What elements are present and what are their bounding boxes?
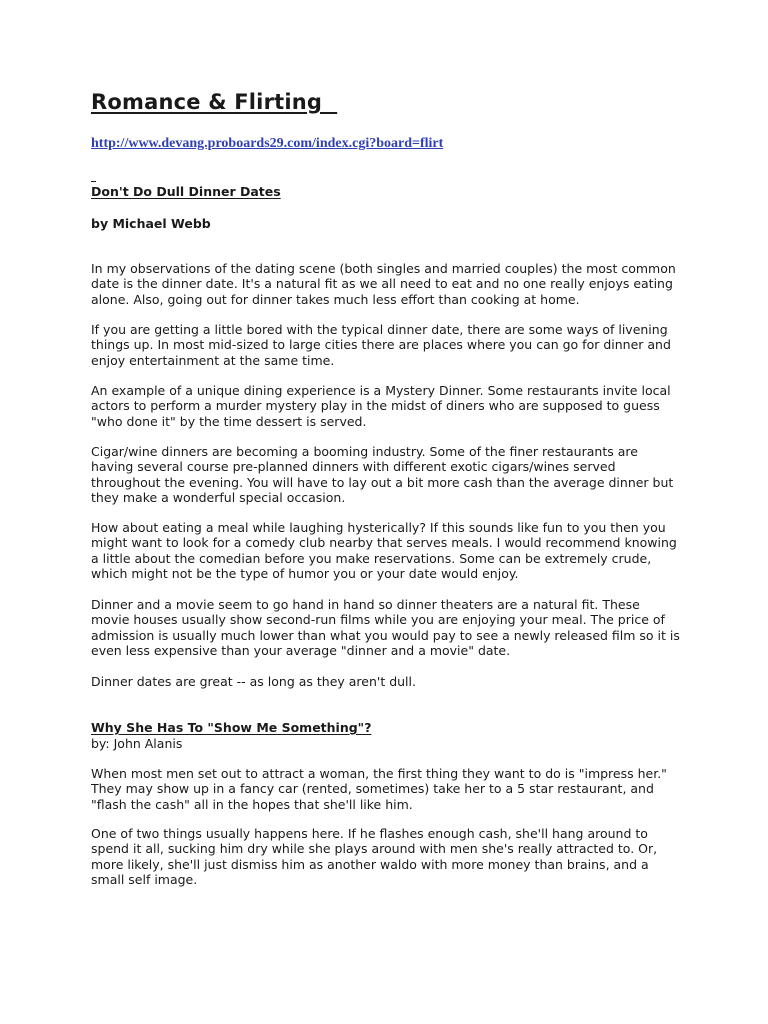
article-byline-michael-webb: by Michael Webb xyxy=(91,216,211,231)
page-title: Romance & Flirting xyxy=(91,90,338,114)
paragraph: Dinner dates are great -- as long as they aren't dull. xyxy=(91,674,416,689)
paragraph: In my observations of the dating scene (both singles and married couples) the most common date is the dinner date. It's a natural fit as we all need to eat and no one really enjoys eating alone. Also, going out for dinner takes much less effort than cooking at home. xyxy=(91,261,676,307)
paragraph: Cigar/wine dinners are becoming a booming industry. Some of the finer restaurants are having several course pre-planned dinners with different exotic cigars/wines served throughout the evening. You will have to lay out a bit more cash than the average dinner but they make a wonderful special occasion. xyxy=(91,444,674,506)
article-byline-john-alanis: by: John Alanis xyxy=(91,736,183,751)
paragraph: An example of a unique dining experience is a Mystery Dinner. Some restaurants invite local actors to perform a murder mystery play in the midst of diners who are supposed to guess "who done it" by the time dessert is served. xyxy=(91,383,671,429)
paragraph: When most men set out to attract a woman, the first thing they want to do is "impress her." They may show up in a fancy car (rented, sometimes) take her to a 5 star restaurant, and "flash the cash" all in the hopes that she'll like him. xyxy=(91,766,667,812)
paragraph: One of two things usually happens here. If he flashes enough cash, she'll hang around to spend it all, sucking him dry while she plays around with men she's really attracted to. Or, more likely, she'll just dismiss him as another waldo with more money than brains, and a small self image. xyxy=(91,826,658,888)
article-title-show-me-something: Why She Has To "Show Me Something"? xyxy=(91,720,372,735)
forum-link[interactable]: http://www.devang.proboards29.com/index.cgi?board=flirt xyxy=(91,136,444,151)
paragraph: Dinner and a movie seem to go hand in hand so dinner theaters are a natural fit. These movie houses usually show second-run films while you are enjoying your meal. The price of admission is usually much lower than what you would pay to see a newly released film so it is even less expensive than your average "dinner and a movie" date. xyxy=(91,597,680,659)
article-title-dinner-dates: Don't Do Dull Dinner Dates xyxy=(91,184,281,199)
stray-underline-mark xyxy=(91,181,96,182)
paragraph: How about eating a meal while laughing hysterically? If this sounds like fun to you then you might want to look for a comedy club nearby that serves meals. I would recommend knowing a little about the comedian before you make reservations. Some can be extremely crude, which might not be the type of humor you or your date would enjoy. xyxy=(91,520,677,582)
paragraph: If you are getting a little bored with the typical dinner date, there are some ways of livening things up. In most mid-sized to large cities there are places where you can go for dinner and enjoy entertainment at the same time. xyxy=(91,322,671,368)
